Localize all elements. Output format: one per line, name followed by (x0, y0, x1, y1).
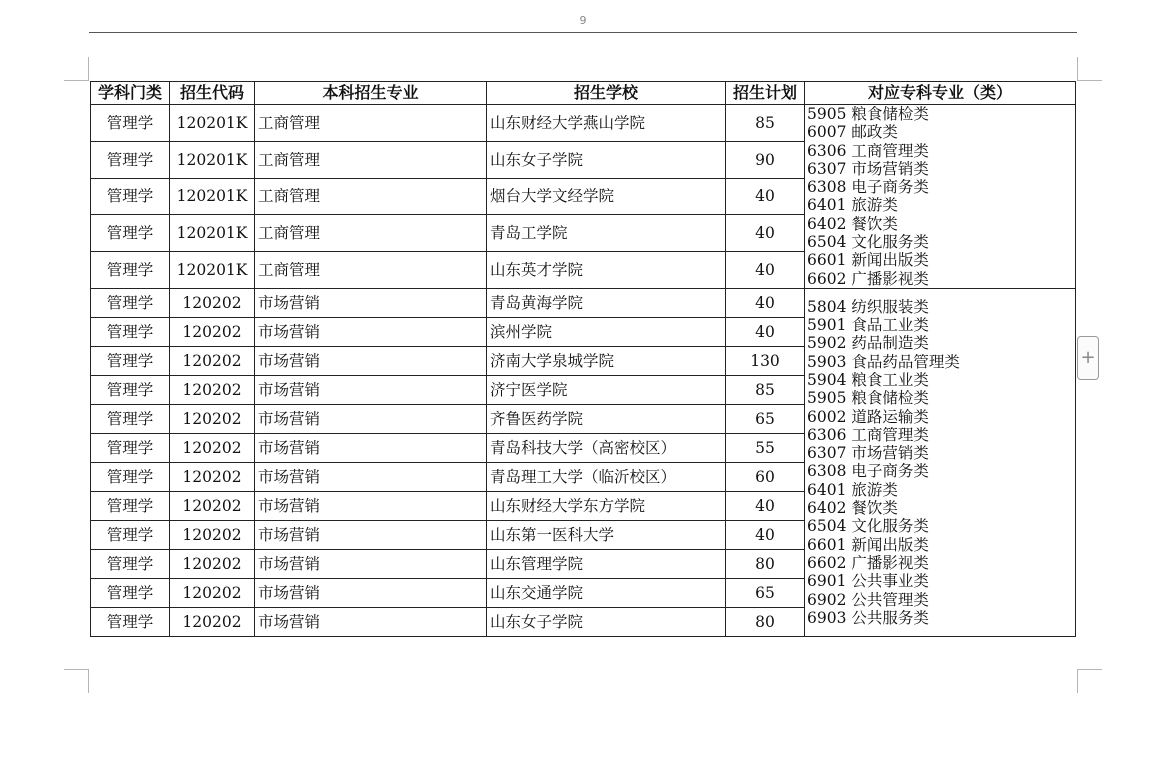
cell-plan: 55 (726, 433, 805, 462)
cell-school: 齐鲁医药学院 (487, 404, 726, 433)
cell-plan: 40 (726, 252, 805, 289)
cell-code: 120202 (170, 520, 255, 549)
related-major-item: 6903 公共服务类 (807, 608, 929, 627)
related-major-item: 6602 广播影视类 (807, 269, 929, 288)
cell-school: 青岛工学院 (487, 215, 726, 252)
cell-plan: 65 (726, 578, 805, 607)
cell-discipline: 管理学 (91, 288, 170, 317)
cell-school: 济宁医学院 (487, 375, 726, 404)
header-code: 招生代码 (170, 82, 255, 105)
related-major-item: 6401 旅游类 (807, 480, 898, 499)
cell-code: 120201K (170, 178, 255, 215)
related-major-item: 6504 文化服务类 (807, 233, 929, 252)
cell-discipline: 管理学 (91, 141, 170, 178)
cell-major: 市场营销 (255, 404, 487, 433)
cell-school: 山东女子学院 (487, 607, 726, 636)
cell-code: 120202 (170, 578, 255, 607)
cell-code: 120202 (170, 317, 255, 346)
cell-discipline: 管理学 (91, 433, 170, 462)
related-major-item: 6307 市场营销类 (807, 159, 929, 178)
cell-major: 工商管理 (255, 178, 487, 215)
related-major-item: 6601 新闻出版类 (807, 251, 929, 270)
cell-major: 市场营销 (255, 607, 487, 636)
related-major-item: 6504 文化服务类 (807, 517, 929, 536)
cell-discipline: 管理学 (91, 317, 170, 346)
cell-discipline: 管理学 (91, 105, 170, 142)
crop-mark-top-right-v (1077, 57, 1078, 81)
related-majors-cell (805, 288, 1076, 636)
cell-major: 市场营销 (255, 346, 487, 375)
cell-plan: 90 (726, 141, 805, 178)
admissions-table (90, 81, 1076, 637)
related-major-item: 5904 粮食工业类 (807, 370, 929, 389)
related-major-item: 6401 旅游类 (807, 196, 898, 215)
cell-school: 山东女子学院 (487, 141, 726, 178)
cell-code: 120202 (170, 462, 255, 491)
header-rule (89, 32, 1077, 33)
cell-discipline: 管理学 (91, 215, 170, 252)
crop-mark-bottom-left-h (64, 669, 89, 670)
related-major-item: 6306 工商管理类 (807, 425, 929, 444)
crop-mark-top-left-v (88, 57, 89, 81)
cell-major: 市场营销 (255, 375, 487, 404)
related-major-item: 6601 新闻出版类 (807, 535, 929, 554)
related-major-item: 6902 公共管理类 (807, 590, 929, 609)
cell-discipline: 管理学 (91, 549, 170, 578)
related-major-item: 6402 餐饮类 (807, 499, 898, 518)
cell-plan: 85 (726, 105, 805, 142)
cell-school: 青岛科技大学（高密校区） (487, 433, 726, 462)
cell-discipline: 管理学 (91, 607, 170, 636)
cell-code: 120201K (170, 252, 255, 289)
table-row (91, 105, 1076, 142)
cell-plan: 130 (726, 346, 805, 375)
page-number: 9 (579, 14, 587, 27)
table-row (91, 288, 1076, 317)
cell-discipline: 管理学 (91, 178, 170, 215)
related-major-item: 5903 食品药品管理类 (807, 352, 960, 371)
crop-mark-bottom-right-h (1077, 669, 1102, 670)
cell-school: 山东财经大学东方学院 (487, 491, 726, 520)
cell-code: 120202 (170, 607, 255, 636)
cell-school: 青岛理工大学（临沂校区） (487, 462, 726, 491)
cell-school: 山东第一医科大学 (487, 520, 726, 549)
cell-plan: 65 (726, 404, 805, 433)
cell-major: 市场营销 (255, 462, 487, 491)
crop-mark-top-right-h (1077, 80, 1102, 81)
related-major-item: 5901 食品工业类 (807, 316, 929, 335)
related-major-item: 6402 餐饮类 (807, 214, 898, 233)
cell-code: 120202 (170, 433, 255, 462)
cell-major: 工商管理 (255, 141, 487, 178)
cell-school: 青岛黄海学院 (487, 288, 726, 317)
cell-discipline: 管理学 (91, 375, 170, 404)
cell-school: 山东英才学院 (487, 252, 726, 289)
cell-code: 120201K (170, 215, 255, 252)
cell-major: 工商管理 (255, 252, 487, 289)
cell-discipline: 管理学 (91, 578, 170, 607)
cell-school: 山东交通学院 (487, 578, 726, 607)
related-major-item: 6308 电子商务类 (807, 462, 929, 481)
cell-school: 山东管理学院 (487, 549, 726, 578)
header-school: 招生学校 (487, 82, 726, 105)
related-major-item: 6007 邮政类 (807, 123, 898, 142)
related-major-item: 6002 道路运输类 (807, 407, 929, 426)
cell-discipline: 管理学 (91, 491, 170, 520)
related-major-item: 5905 粮食储检类 (807, 105, 929, 123)
related-major-item: 5902 药品制造类 (807, 334, 929, 353)
cell-code: 120202 (170, 375, 255, 404)
cell-plan: 40 (726, 520, 805, 549)
cell-code: 120202 (170, 491, 255, 520)
cell-major: 市场营销 (255, 433, 487, 462)
related-major-item: 6307 市场营销类 (807, 444, 929, 463)
expand-button[interactable] (1077, 336, 1099, 380)
cell-major: 工商管理 (255, 105, 487, 142)
cell-plan: 85 (726, 375, 805, 404)
cell-school: 烟台大学文经学院 (487, 178, 726, 215)
cell-school: 济南大学泉城学院 (487, 346, 726, 375)
cell-code: 120201K (170, 105, 255, 142)
header-major: 本科招生专业 (255, 82, 487, 105)
cell-plan: 80 (726, 607, 805, 636)
cell-plan: 40 (726, 317, 805, 346)
cell-discipline: 管理学 (91, 462, 170, 491)
cell-plan: 40 (726, 178, 805, 215)
cell-major: 市场营销 (255, 520, 487, 549)
related-major-item: 6306 工商管理类 (807, 141, 929, 160)
related-major-item: 6901 公共事业类 (807, 572, 929, 591)
cell-major: 市场营销 (255, 549, 487, 578)
cell-discipline: 管理学 (91, 520, 170, 549)
related-major-item: 6308 电子商务类 (807, 178, 929, 197)
cell-discipline: 管理学 (91, 346, 170, 375)
cell-major: 市场营销 (255, 491, 487, 520)
related-major-item: 6602 广播影视类 (807, 553, 929, 572)
header-plan: 招生计划 (726, 82, 805, 105)
cell-major: 市场营销 (255, 317, 487, 346)
crop-mark-bottom-right-v (1077, 669, 1078, 693)
cell-major: 市场营销 (255, 288, 487, 317)
cell-plan: 40 (726, 491, 805, 520)
cell-plan: 80 (726, 549, 805, 578)
cell-school: 滨州学院 (487, 317, 726, 346)
table-header-row (91, 82, 1076, 105)
cell-discipline: 管理学 (91, 252, 170, 289)
related-major-item: 5905 粮食储检类 (807, 389, 929, 408)
header-discipline: 学科门类 (91, 82, 170, 105)
crop-mark-top-left-h (64, 80, 89, 81)
cell-plan: 40 (726, 215, 805, 252)
cell-school: 山东财经大学燕山学院 (487, 105, 726, 142)
cell-major: 市场营销 (255, 578, 487, 607)
cell-code: 120202 (170, 549, 255, 578)
cell-code: 120202 (170, 404, 255, 433)
cell-plan: 40 (726, 288, 805, 317)
cell-code: 120202 (170, 288, 255, 317)
related-majors-cell (805, 105, 1076, 289)
header-related-majors: 对应专科专业（类） (805, 82, 1076, 105)
crop-mark-bottom-left-v (88, 669, 89, 693)
related-major-item: 5804 纺织服装类 (807, 297, 929, 316)
plus-icon: + (1080, 347, 1096, 368)
cell-code: 120201K (170, 141, 255, 178)
cell-plan: 60 (726, 462, 805, 491)
cell-code: 120202 (170, 346, 255, 375)
cell-major: 工商管理 (255, 215, 487, 252)
cell-discipline: 管理学 (91, 404, 170, 433)
